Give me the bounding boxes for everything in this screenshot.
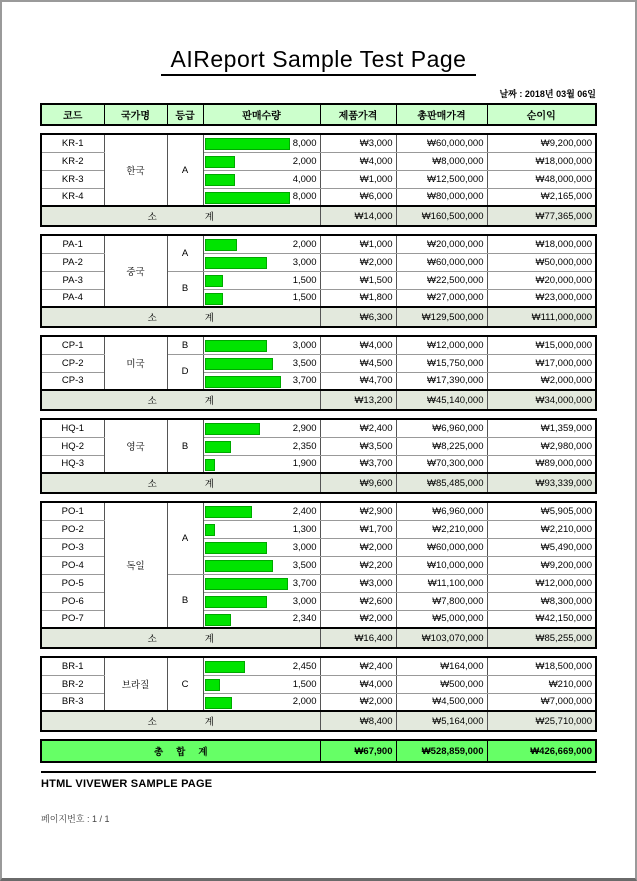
price-cell: ₩1,800 <box>320 289 396 307</box>
profit-cell: ₩18,500,000 <box>487 657 596 675</box>
qty-cell <box>203 134 320 152</box>
profit-cell: ₩89,000,000 <box>487 455 596 473</box>
price-cell: ₩4,000 <box>320 336 396 354</box>
column-header: 등급 <box>167 104 203 125</box>
report-date: 날짜 : 2018년 03월 06일 <box>499 89 596 99</box>
code-cell: BR-2 <box>41 675 104 693</box>
qty-cell <box>203 354 320 372</box>
code-cell: HQ-2 <box>41 437 104 455</box>
qty-value: 3,000 <box>292 339 317 351</box>
country-cell: 중국 <box>104 235 167 307</box>
subtotal-profit-cell: ₩77,365,000 <box>487 206 596 226</box>
profit-cell: ₩12,000,000 <box>487 574 596 592</box>
column-header: 판매수량 <box>203 104 320 125</box>
country-cell: 한국 <box>104 134 167 206</box>
total-sales-cell: ₩15,750,000 <box>396 354 487 372</box>
profit-cell: ₩42,150,000 <box>487 610 596 628</box>
subtotal-row <box>41 206 596 226</box>
qty-cell <box>203 520 320 538</box>
code-cell: PO-5 <box>41 574 104 592</box>
qty-value: 2,000 <box>292 155 317 167</box>
data-row <box>41 134 596 152</box>
price-cell: ₩2,200 <box>320 556 396 574</box>
qty-value: 2,900 <box>292 422 317 434</box>
price-cell: ₩1,700 <box>320 520 396 538</box>
qty-cell <box>203 289 320 307</box>
total-sales-cell: ₩4,500,000 <box>396 693 487 711</box>
price-cell: ₩2,900 <box>320 502 396 520</box>
data-row <box>41 419 596 437</box>
subtotal-label-char: 계 <box>204 717 214 728</box>
qty-cell <box>203 188 320 206</box>
section-table <box>40 335 597 411</box>
subtotal-total-sales-cell: ₩85,485,000 <box>396 473 487 493</box>
price-cell: ₩3,000 <box>320 134 396 152</box>
subtotal-profit-cell: ₩34,000,000 <box>487 390 596 410</box>
column-header: 순이익 <box>487 104 596 125</box>
subtotal-label-char: 계 <box>204 396 214 407</box>
qty-value: 2,340 <box>292 613 317 625</box>
total-sales-cell: ₩20,000,000 <box>396 235 487 253</box>
price-cell: ₩2,000 <box>320 538 396 556</box>
subtotal-row <box>41 711 596 731</box>
profit-cell: ₩8,300,000 <box>487 592 596 610</box>
grand-total-row <box>41 740 596 762</box>
profit-cell: ₩9,200,000 <box>487 556 596 574</box>
section-table <box>40 501 597 649</box>
profit-cell: ₩20,000,000 <box>487 271 596 289</box>
subtotal-profit-cell: ₩25,710,000 <box>487 711 596 731</box>
profit-cell: ₩1,359,000 <box>487 419 596 437</box>
price-cell: ₩1,500 <box>320 271 396 289</box>
qty-cell <box>203 419 320 437</box>
qty-value: 3,000 <box>292 595 317 607</box>
profit-cell: ₩2,165,000 <box>487 188 596 206</box>
total-sales-cell: ₩500,000 <box>396 675 487 693</box>
qty-value: 1,500 <box>292 292 317 304</box>
qty-value: 3,000 <box>292 541 317 553</box>
subtotal-price-cell: ₩9,600 <box>320 473 396 493</box>
qty-value: 3,500 <box>292 559 317 571</box>
qty-cell <box>203 152 320 170</box>
code-cell: CP-2 <box>41 354 104 372</box>
qty-value: 1,300 <box>292 523 317 535</box>
page-number: 페이지번호 : 1 / 1 <box>41 814 110 824</box>
qty-value: 1,500 <box>292 678 317 690</box>
grand-total-label-char: 합 <box>176 747 186 758</box>
total-sales-cell: ₩12,000,000 <box>396 336 487 354</box>
section-table <box>40 133 597 227</box>
code-cell: KR-4 <box>41 188 104 206</box>
profit-cell: ₩5,490,000 <box>487 538 596 556</box>
grand-total-label <box>41 740 320 762</box>
profit-cell: ₩9,200,000 <box>487 134 596 152</box>
code-cell: KR-2 <box>41 152 104 170</box>
qty-cell <box>203 592 320 610</box>
section-table <box>40 418 597 494</box>
grand-total-profit-cell: ₩426,669,000 <box>487 740 596 762</box>
total-sales-cell: ₩27,000,000 <box>396 289 487 307</box>
price-cell: ₩2,000 <box>320 610 396 628</box>
grade-cell: B <box>167 271 203 307</box>
qty-cell <box>203 574 320 592</box>
qty-cell <box>203 336 320 354</box>
qty-value: 8,000 <box>292 191 317 203</box>
header-row <box>41 104 596 125</box>
price-cell: ₩2,600 <box>320 592 396 610</box>
qty-cell <box>203 455 320 473</box>
data-row <box>41 657 596 675</box>
qty-cell <box>203 693 320 711</box>
subtotal-profit-cell: ₩85,255,000 <box>487 628 596 648</box>
code-cell: CP-3 <box>41 372 104 390</box>
total-sales-cell: ₩12,500,000 <box>396 170 487 188</box>
subtotal-profit-cell: ₩111,000,000 <box>487 307 596 327</box>
subtotal-total-sales-cell: ₩5,164,000 <box>396 711 487 731</box>
country-cell: 브라질 <box>104 657 167 711</box>
code-cell: BR-3 <box>41 693 104 711</box>
profit-cell: ₩15,000,000 <box>487 336 596 354</box>
code-cell: PO-6 <box>41 592 104 610</box>
column-header: 제품가격 <box>320 104 396 125</box>
qty-value: 4,000 <box>292 173 317 185</box>
price-cell: ₩1,000 <box>320 170 396 188</box>
report-title: AIReport Sample Test Page <box>161 46 477 76</box>
subtotal-price-cell: ₩8,400 <box>320 711 396 731</box>
qty-value: 8,000 <box>292 137 317 149</box>
price-cell: ₩3,500 <box>320 437 396 455</box>
subtotal-label-char: 소 <box>147 396 157 407</box>
price-cell: ₩2,000 <box>320 253 396 271</box>
grand-total-table <box>40 739 597 763</box>
price-cell: ₩6,000 <box>320 188 396 206</box>
section-table <box>40 234 597 328</box>
qty-value: 2,450 <box>292 660 317 672</box>
subtotal-label <box>41 711 320 731</box>
subtotal-price-cell: ₩16,400 <box>320 628 396 648</box>
data-row <box>41 336 596 354</box>
country-cell: 미국 <box>104 336 167 390</box>
qty-cell <box>203 502 320 520</box>
qty-cell <box>203 372 320 390</box>
qty-value: 3,700 <box>292 577 317 589</box>
qty-value: 3,700 <box>292 375 317 387</box>
profit-cell: ₩17,000,000 <box>487 354 596 372</box>
code-cell: PA-4 <box>41 289 104 307</box>
grand-total-price-cell: ₩67,900 <box>320 740 396 762</box>
price-cell: ₩4,500 <box>320 354 396 372</box>
subtotal-row <box>41 473 596 493</box>
grand-total-label-char: 계 <box>198 747 208 758</box>
code-cell: PA-2 <box>41 253 104 271</box>
table-header <box>40 103 597 126</box>
code-cell: PO-1 <box>41 502 104 520</box>
qty-cell <box>203 556 320 574</box>
subtotal-label-char: 소 <box>147 479 157 490</box>
total-sales-cell: ₩70,300,000 <box>396 455 487 473</box>
subtotal-row <box>41 307 596 327</box>
total-sales-cell: ₩164,000 <box>396 657 487 675</box>
total-sales-cell: ₩60,000,000 <box>396 538 487 556</box>
total-sales-cell: ₩22,500,000 <box>396 271 487 289</box>
price-cell: ₩2,400 <box>320 419 396 437</box>
subtotal-total-sales-cell: ₩103,070,000 <box>396 628 487 648</box>
qty-value: 1,500 <box>292 274 317 286</box>
column-header: 국가명 <box>104 104 167 125</box>
footer-title: HTML VIVEWER SAMPLE PAGE <box>41 778 213 790</box>
total-sales-cell: ₩6,960,000 <box>396 419 487 437</box>
grade-cell: B <box>167 336 203 354</box>
subtotal-row <box>41 390 596 410</box>
qty-cell <box>203 675 320 693</box>
subtotal-price-cell: ₩14,000 <box>320 206 396 226</box>
total-sales-cell: ₩7,800,000 <box>396 592 487 610</box>
grade-cell: D <box>167 354 203 390</box>
subtotal-label <box>41 628 320 648</box>
qty-cell <box>203 253 320 271</box>
subtotal-total-sales-cell: ₩45,140,000 <box>396 390 487 410</box>
subtotal-total-sales-cell: ₩129,500,000 <box>396 307 487 327</box>
profit-cell: ₩48,000,000 <box>487 170 596 188</box>
profit-cell: ₩2,000,000 <box>487 372 596 390</box>
grade-cell: B <box>167 419 203 473</box>
qty-cell <box>203 610 320 628</box>
profit-cell: ₩18,000,000 <box>487 152 596 170</box>
code-cell: PA-1 <box>41 235 104 253</box>
qty-cell <box>203 235 320 253</box>
code-cell: PO-4 <box>41 556 104 574</box>
code-cell: HQ-1 <box>41 419 104 437</box>
profit-cell: ₩2,210,000 <box>487 520 596 538</box>
subtotal-row <box>41 628 596 648</box>
price-cell: ₩1,000 <box>320 235 396 253</box>
subtotal-label-char: 계 <box>204 634 214 645</box>
subtotal-label-char: 소 <box>147 212 157 223</box>
total-sales-cell: ₩60,000,000 <box>396 253 487 271</box>
qty-cell <box>203 437 320 455</box>
code-cell: KR-3 <box>41 170 104 188</box>
price-cell: ₩4,000 <box>320 675 396 693</box>
code-cell: BR-1 <box>41 657 104 675</box>
qty-value: 3,000 <box>292 256 317 268</box>
subtotal-label <box>41 307 320 327</box>
subtotal-label-char: 소 <box>147 717 157 728</box>
grade-cell: A <box>167 134 203 206</box>
subtotal-label-char: 계 <box>204 212 214 223</box>
qty-cell <box>203 170 320 188</box>
subtotal-profit-cell: ₩93,339,000 <box>487 473 596 493</box>
subtotal-label-char: 계 <box>204 313 214 324</box>
footer-rule <box>41 771 596 773</box>
grade-cell: A <box>167 235 203 271</box>
total-sales-cell: ₩8,225,000 <box>396 437 487 455</box>
country-cell: 영국 <box>104 419 167 473</box>
total-sales-cell: ₩80,000,000 <box>396 188 487 206</box>
table-body <box>2 133 635 732</box>
grand-total-label-char: 총 <box>153 747 164 758</box>
price-cell: ₩4,700 <box>320 372 396 390</box>
price-cell: ₩4,000 <box>320 152 396 170</box>
subtotal-label-char: 소 <box>147 313 157 324</box>
code-cell: PO-7 <box>41 610 104 628</box>
subtotal-label-char: 소 <box>147 634 157 645</box>
total-sales-cell: ₩6,960,000 <box>396 502 487 520</box>
subtotal-label <box>41 390 320 410</box>
country-cell: 독일 <box>104 502 167 628</box>
code-cell: KR-1 <box>41 134 104 152</box>
qty-value: 2,350 <box>292 440 317 452</box>
total-sales-cell: ₩8,000,000 <box>396 152 487 170</box>
subtotal-label <box>41 206 320 226</box>
total-sales-cell: ₩11,100,000 <box>396 574 487 592</box>
subtotal-label <box>41 473 320 493</box>
price-cell: ₩2,000 <box>320 693 396 711</box>
price-cell: ₩2,400 <box>320 657 396 675</box>
profit-cell: ₩2,980,000 <box>487 437 596 455</box>
profit-cell: ₩50,000,000 <box>487 253 596 271</box>
profit-cell: ₩210,000 <box>487 675 596 693</box>
column-header: 코드 <box>41 104 104 125</box>
qty-value: 2,000 <box>292 238 317 250</box>
qty-cell <box>203 657 320 675</box>
code-cell: PO-3 <box>41 538 104 556</box>
code-cell: PO-2 <box>41 520 104 538</box>
profit-cell: ₩23,000,000 <box>487 289 596 307</box>
code-cell: HQ-3 <box>41 455 104 473</box>
code-cell: CP-1 <box>41 336 104 354</box>
qty-value: 2,400 <box>292 505 317 517</box>
total-sales-cell: ₩5,000,000 <box>396 610 487 628</box>
grade-cell: A <box>167 502 203 574</box>
subtotal-price-cell: ₩13,200 <box>320 390 396 410</box>
data-row <box>41 502 596 520</box>
grand-total-sales-cell: ₩528,859,000 <box>396 740 487 762</box>
section-table <box>40 656 597 732</box>
total-sales-cell: ₩17,390,000 <box>396 372 487 390</box>
qty-cell <box>203 538 320 556</box>
column-header: 총판매가격 <box>396 104 487 125</box>
total-sales-cell: ₩60,000,000 <box>396 134 487 152</box>
qty-value: 3,500 <box>292 357 317 369</box>
data-row <box>41 235 596 253</box>
code-cell: PA-3 <box>41 271 104 289</box>
qty-value: 1,900 <box>292 458 317 470</box>
subtotal-price-cell: ₩6,300 <box>320 307 396 327</box>
grade-cell: C <box>167 657 203 711</box>
subtotal-total-sales-cell: ₩160,500,000 <box>396 206 487 226</box>
total-sales-cell: ₩10,000,000 <box>396 556 487 574</box>
subtotal-label-char: 계 <box>204 479 214 490</box>
price-cell: ₩3,000 <box>320 574 396 592</box>
profit-cell: ₩5,905,000 <box>487 502 596 520</box>
grade-cell: B <box>167 574 203 628</box>
qty-cell <box>203 271 320 289</box>
qty-value: 2,000 <box>292 696 317 708</box>
total-sales-cell: ₩2,210,000 <box>396 520 487 538</box>
profit-cell: ₩7,000,000 <box>487 693 596 711</box>
profit-cell: ₩18,000,000 <box>487 235 596 253</box>
price-cell: ₩3,700 <box>320 455 396 473</box>
